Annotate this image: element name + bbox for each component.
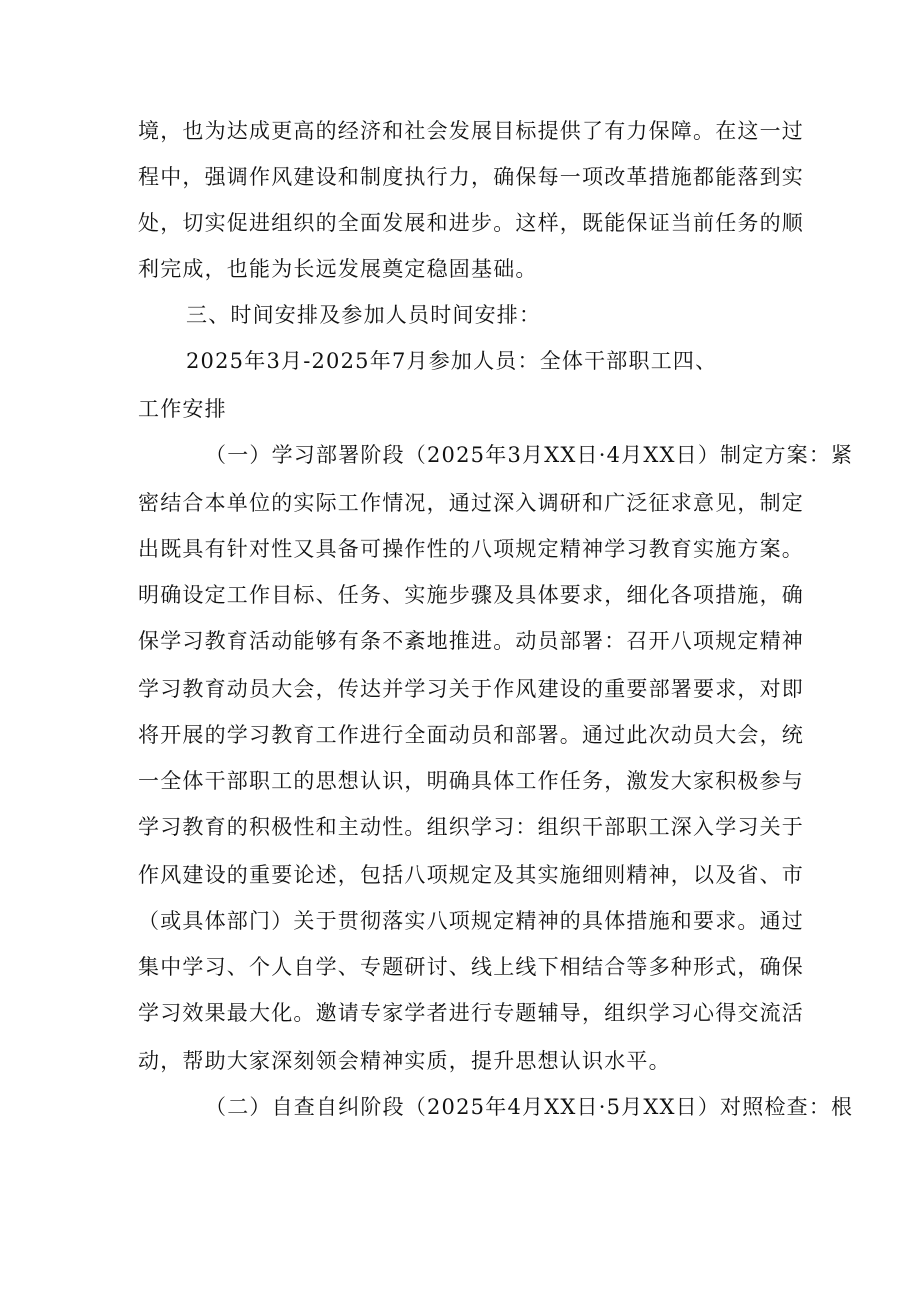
text-line: 工作安排 — [138, 397, 227, 421]
text-line: 利完成，也能为长远发展奠定稳固基础。 — [138, 257, 538, 281]
subsection-line: （二）自查自纠阶段（2025年4月XX日·5月XX日）对照检查：根 — [205, 1095, 854, 1119]
text-line: 集中学习、个人自学、专题研讨、线上线下相结合等多种形式，确保 — [138, 955, 804, 979]
text-line: 一全体干部职工的思想认识，明确具体工作任务，激发大家积极参与 — [138, 769, 804, 793]
text-line: 境，也为达成更高的经济和社会发展目标提供了有力保障。在这一过 — [138, 119, 804, 143]
text-line: 动，帮助大家深刻领会精神实质，提升思想认识水平。 — [138, 1049, 671, 1073]
text-line: 密结合本单位的实际工作情况，通过深入调研和广泛征求意见，制定 — [138, 491, 804, 515]
text-line: 程中，强调作风建设和制度执行力，确保每一项改革措施都能落到实 — [138, 165, 804, 189]
text-line: 出既具有针对性又具备可操作性的八项规定精神学习教育实施方案。 — [138, 537, 804, 561]
text-line: 学习教育的积极性和主动性。组织学习：组织干部职工深入学习关于 — [138, 815, 804, 839]
text-line: 作风建设的重要论述，包括八项规定及其实施细则精神，以及省、市 — [138, 863, 804, 887]
text-line: （或具体部门）关于贯彻落实八项规定精神的具体措施和要求。通过 — [138, 909, 804, 933]
text-line: 学习效果最大化。邀请专家学者进行专题辅导，组织学习心得交流活 — [138, 1001, 804, 1025]
text-line: 2025年3月-2025年7月参加人员：全体干部职工四、 — [186, 349, 718, 373]
text-line: 学习教育动员大会，传达并学习关于作风建设的重要部署要求，对即 — [138, 677, 804, 701]
text-line: 明确设定工作目标、任务、实施步骤及具体要求，细化各项措施，确 — [138, 583, 804, 607]
text-line: 处，切实促进组织的全面发展和进步。这样，既能保证当前任务的顺 — [138, 211, 804, 235]
text-line: 将开展的学习教育工作进行全面动员和部署。通过此次动员大会，统 — [138, 723, 804, 747]
subsection-line: （一）学习部署阶段（2025年3月XX日·4月XX日）制定方案：紧 — [205, 443, 854, 467]
section-heading: 三、时间安排及参加人员时间安排： — [186, 303, 542, 327]
text-line: 保学习教育活动能够有条不紊地推进。动员部署：召开八项规定精神 — [138, 629, 804, 653]
